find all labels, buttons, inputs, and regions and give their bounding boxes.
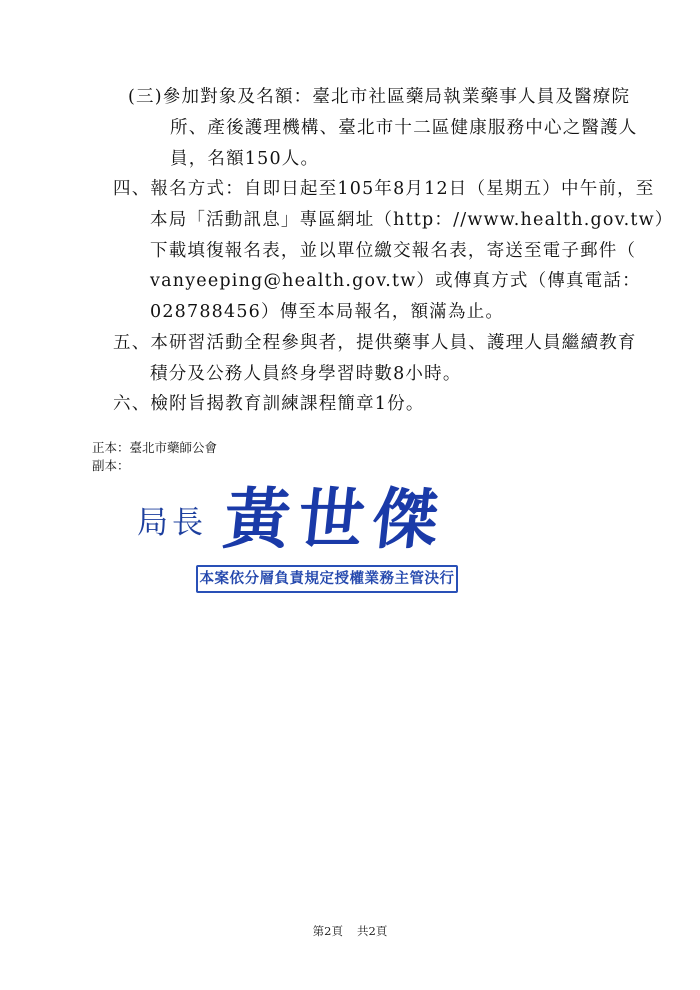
item-3-line-1: (三)參加對象及名額：臺北市社區藥局執業藥事人員及醫療院: [128, 87, 631, 107]
original-recipient: 正本：臺北市藥師公會: [92, 440, 218, 455]
item-4-line-5: 028788456）傳至本局報名，額滿為止。: [150, 302, 505, 322]
signature-name: 黃世傑: [220, 481, 451, 558]
page-footer: [0, 924, 700, 938]
item-5-line-1: 五、本研習活動全程參與者，提供藥事人員、護理人員繼續教育: [113, 333, 637, 353]
authorization-stamp: 本案依分層負責規定授權業務主管決行: [196, 565, 458, 593]
item-4-line-1: 四、報名方式：自即日起至105年8月12日（星期五）中午前，至: [113, 179, 655, 199]
item-3-line-3: 員，名額150人。: [170, 149, 320, 169]
copy-recipient: 副本：: [92, 458, 130, 473]
page-total: 共2頁: [357, 924, 388, 938]
item-6-line-1: 六、檢附旨揭教育訓練課程簡章1份。: [113, 394, 425, 414]
item-4-line-4: vanyeeping@health.gov.tw）或傳真方式（傳真電話：: [150, 271, 641, 291]
signatory-title: 局長: [137, 505, 207, 541]
item-3-line-2: 所、產後護理機構、臺北市十二區健康服務中心之醫護人: [170, 118, 638, 138]
item-4-line-2: 本局「活動訊息」專區網址（http：//www.health.gov.tw）: [150, 210, 674, 230]
item-4-line-3: 下載填復報名表，並以單位繳交報名表，寄送至電子郵件（: [150, 241, 637, 261]
item-5-line-2: 積分及公務人員終身學習時數8小時。: [150, 364, 462, 384]
page-number: 第2頁: [312, 924, 343, 938]
